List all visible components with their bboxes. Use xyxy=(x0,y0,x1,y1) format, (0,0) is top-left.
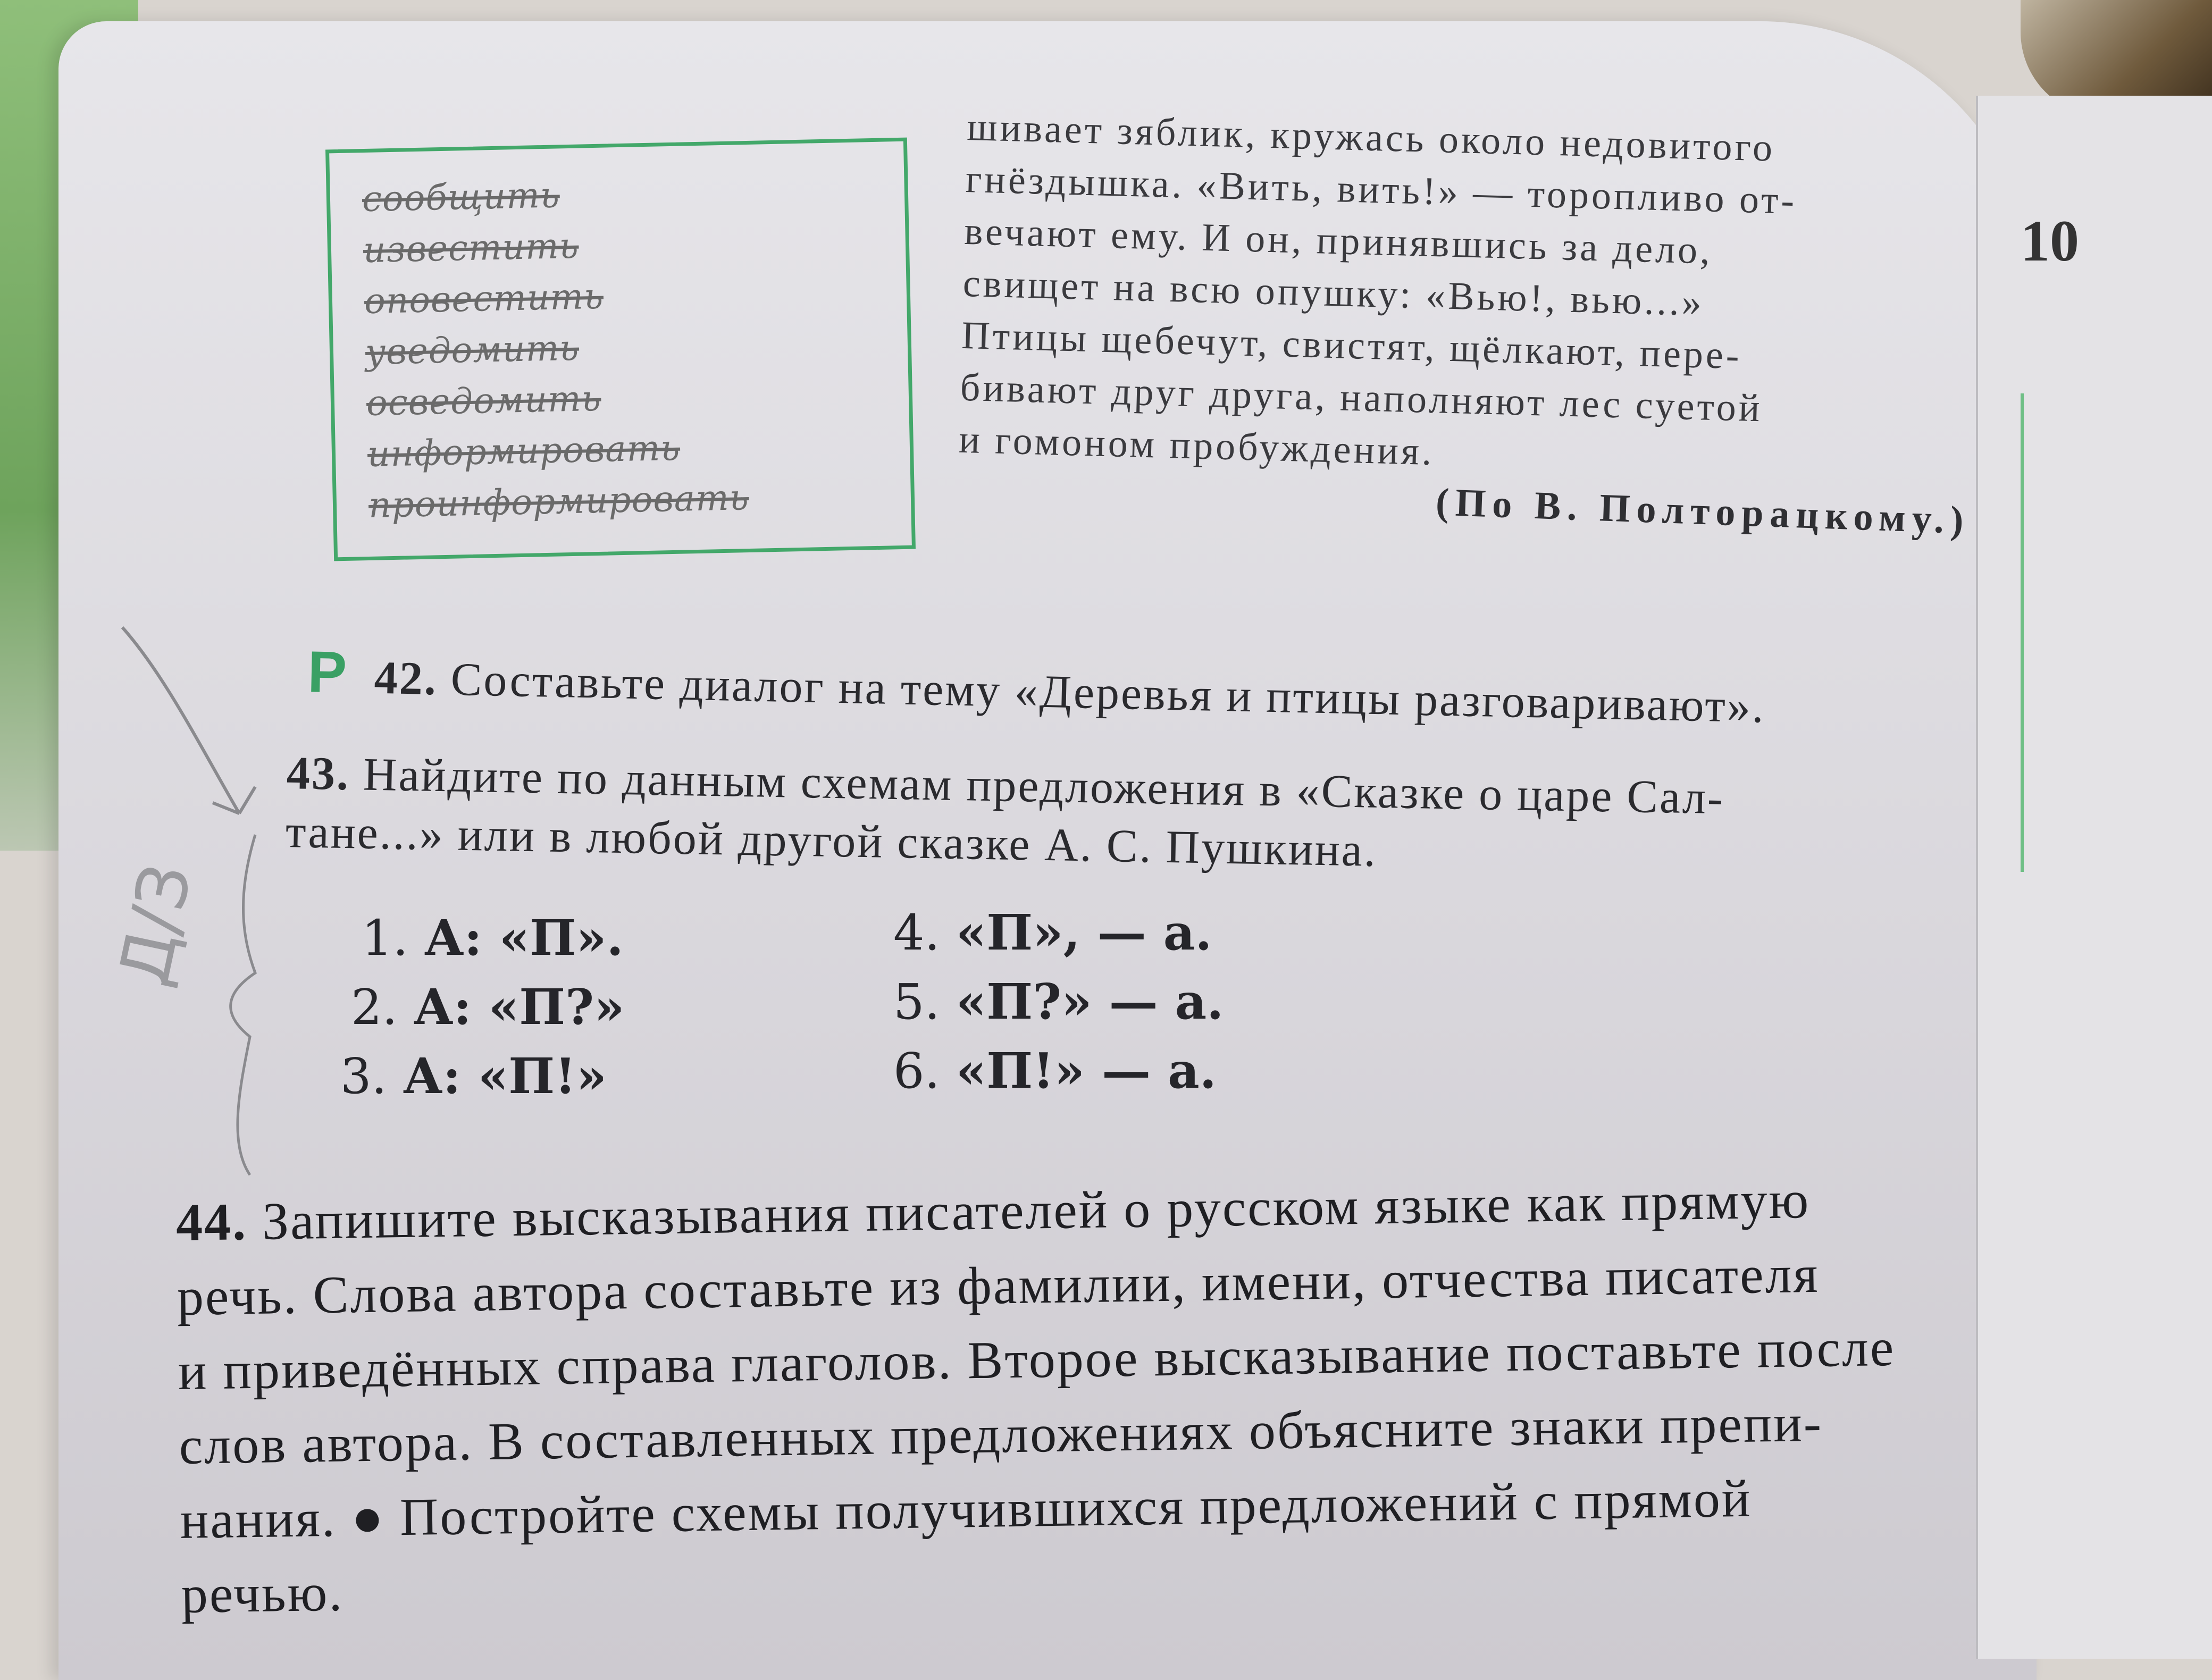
excerpt-line: бивают друг друга, наполняют лес суетой xyxy=(959,365,1763,431)
task-number: 44. xyxy=(175,1192,248,1252)
task-text-line: нания. ● Постройте схемы получившихся предложений с прямой xyxy=(180,1468,1753,1550)
page-number: 10 xyxy=(2021,208,2079,273)
excerpt-line: шивает зяблик, кружась около недовитого xyxy=(966,105,1776,170)
synonym-word: уведомить xyxy=(365,327,580,373)
synonym-word: сообщить xyxy=(362,174,560,220)
synonym-word: оповестить xyxy=(364,275,604,322)
task-text-line: речь. Слова автора составьте из фамилии, имени, отчества писателя xyxy=(177,1244,1820,1326)
synonym-word: известить xyxy=(363,225,580,271)
scheme-item: 1. А: «П». xyxy=(362,909,624,967)
task-text-line: слов автора. В составленных предложениях объясните знаки препи- xyxy=(179,1393,1823,1475)
task-text-line: тане...» или в любой другой сказке А. С. Пушкина. xyxy=(285,805,1378,877)
excerpt-line: гнёздышка. «Вить, вить!» — торопливо от- xyxy=(965,157,1798,223)
task-text-line: речью. xyxy=(180,1563,344,1624)
excerpt-line: и гомоном пробуждения. xyxy=(958,417,1435,474)
excerpt-line: Птицы щебечут, свистят, щёлкают, пере- xyxy=(961,313,1742,378)
sentence-schemes xyxy=(330,904,1340,1132)
scheme-item: 6. «П!» — а. xyxy=(893,1042,1217,1099)
task-text-line: и приведённых справа глаголов. Второе высказывание поставьте после xyxy=(178,1317,1896,1401)
scheme-item: 2. А: «П?» xyxy=(351,978,625,1036)
synonym-word: осведомить xyxy=(366,377,602,424)
synonym-word: проинформировать xyxy=(368,477,750,526)
scheme-item: 3. А: «П!» xyxy=(340,1047,607,1105)
scheme-item: 4. «П», — а. xyxy=(893,904,1212,961)
synonyms-box xyxy=(325,138,916,561)
excerpt-source: (По В. Полторацкому.) xyxy=(1435,480,1971,543)
speech-marker: Р xyxy=(307,639,349,705)
excerpt-line: вечают ему. И он, принявшись за дело, xyxy=(963,209,1713,273)
pencil-annotation xyxy=(80,611,303,1196)
scheme-item: 5. «П?» — а. xyxy=(893,973,1224,1030)
pencil-note: Д/З xyxy=(103,856,207,993)
task-44 xyxy=(175,1158,2175,1632)
task-text-line: Найдите по данным схемам предложения в «Сказке о царе Сал- xyxy=(363,749,1725,825)
synonym-word: информировать xyxy=(367,427,681,475)
excerpt-line: свищет на всю опушку: «Вью!, вью...» xyxy=(962,261,1705,325)
task-number: 43. xyxy=(286,747,350,801)
task-number: 42. xyxy=(373,652,438,705)
task-text: Составьте диалог на тему «Деревья и птицы разговаривают». xyxy=(450,653,1766,733)
text-excerpt xyxy=(958,101,2031,493)
task-text-line: Запишите высказывания писателей о русском языке как прямую xyxy=(262,1170,1811,1251)
